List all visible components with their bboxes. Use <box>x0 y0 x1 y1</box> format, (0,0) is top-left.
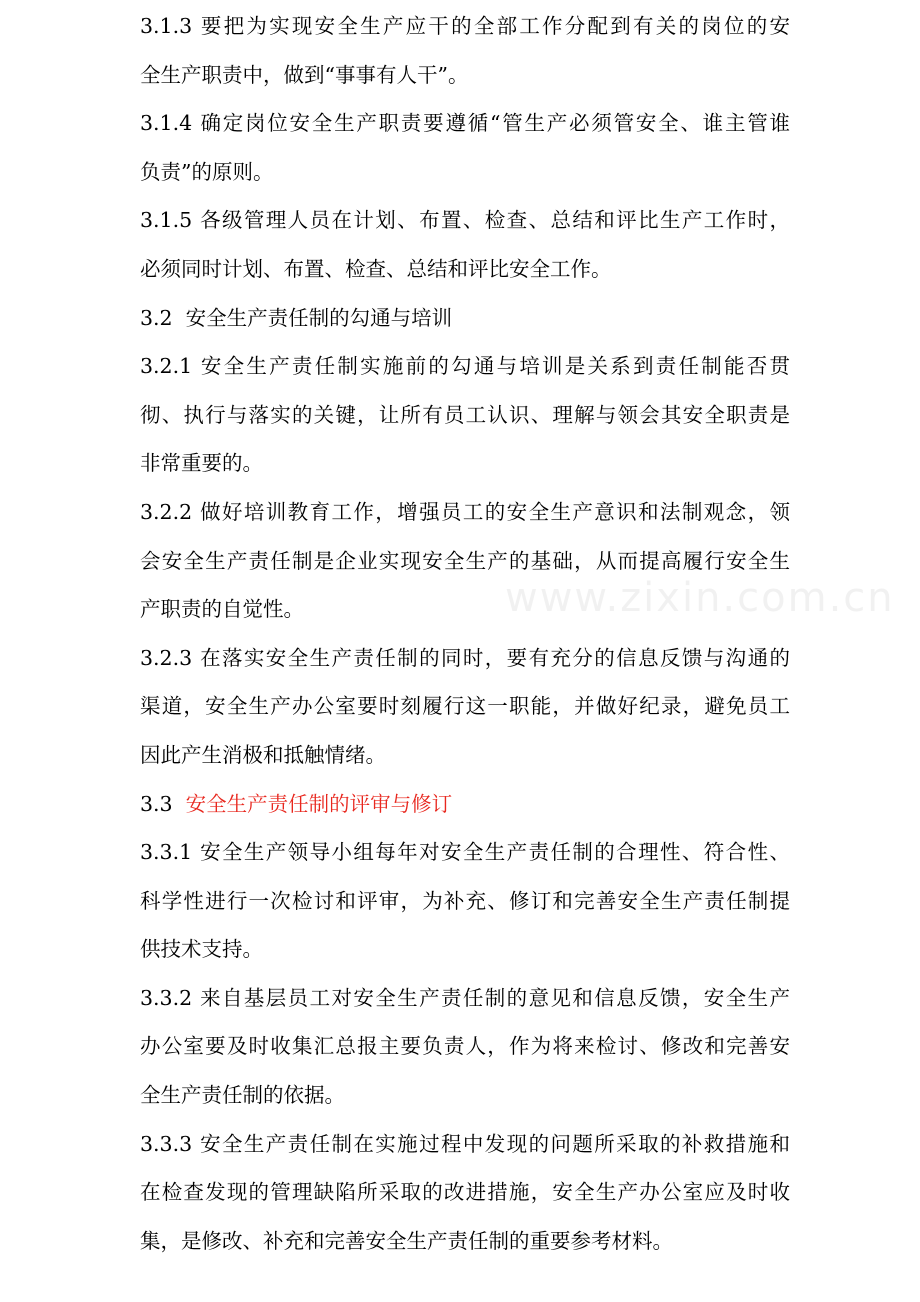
clause-3-3-3 <box>140 1120 790 1266</box>
section-heading-3-2 <box>140 294 790 343</box>
clause-3-1-3 <box>140 2 790 99</box>
clause-3-1-4 <box>140 99 790 196</box>
section-number: 3.3 <box>140 791 173 816</box>
section-number: 3.2 <box>140 305 173 330</box>
text-line: 3.3.1 安全生产领导小组每年对安全生产责任制的合理性、符合性、 <box>140 840 790 865</box>
text-line: 集，是修改、补充和完善安全生产责任制的重要参考材料。 <box>140 1228 673 1253</box>
text-line: 3.3.3 安全生产责任制在实施过程中发现的问题所采取的补救措施和 <box>140 1131 790 1156</box>
text-line: 负责”的原则。 <box>140 159 274 184</box>
text-line: 3.1.5 各级管理人员在计划、布置、检查、总结和评比生产工作时， <box>140 208 790 233</box>
text-line: 科学性进行一次检讨和评审，为补充、修订和完善安全生产责任制提 <box>140 888 790 913</box>
text-line: 产职责的自觉性。 <box>140 597 304 622</box>
text-line: 彻、执行与落实的关键，让所有员工认识、理解与领会其安全职责是 <box>140 402 790 427</box>
clause-3-2-1 <box>140 342 790 488</box>
clause-3-3-1 <box>140 828 790 974</box>
text-line: 会安全生产责任制是企业实现安全生产的基础，从而提高履行安全生 <box>140 548 790 573</box>
text-line: 3.1.4 确定岗位安全生产职责要遵循“管生产必须管安全、谁主管谁 <box>140 111 790 136</box>
clause-3-2-2 <box>140 488 790 634</box>
text-line: 非常重要的。 <box>140 451 263 476</box>
text-line: 3.2.2 做好培训教育工作，增强员工的安全生产意识和法制观念，领 <box>140 499 790 524</box>
section-title-highlighted: 安全生产责任制的评审与修订 <box>185 791 453 816</box>
section-title: 安全生产责任制的勾通与培训 <box>185 305 453 330</box>
heading-line <box>140 294 790 343</box>
text-line: 3.2.1 安全生产责任制实施前的勾通与培训是关系到责任制能否贯 <box>140 354 790 379</box>
text-line: 3.2.3 在落实安全生产责任制的同时，要有充分的信息反馈与沟通的 <box>140 645 790 670</box>
text-line: 全生产职责中，做到“事事有人干”。 <box>140 62 469 87</box>
heading-line <box>140 780 790 829</box>
clause-3-2-3 <box>140 634 790 780</box>
section-heading-3-3 <box>140 780 790 829</box>
document-body <box>140 2 790 1265</box>
text-line: 供技术支持。 <box>140 937 263 962</box>
clause-3-1-5 <box>140 196 790 293</box>
text-line: 在检查发现的管理缺陷所采取的改进措施，安全生产办公室应及时收 <box>140 1180 790 1205</box>
text-line: 办公室要及时收集汇总报主要负责人，作为将来检讨、修改和完善安 <box>140 1034 790 1059</box>
text-line: 必须同时计划、布置、检查、总结和评比安全工作。 <box>140 256 612 281</box>
watermark: www.zixin.com.cn <box>505 575 895 621</box>
text-line: 3.1.3 要把为实现安全生产应干的全部工作分配到有关的岗位的安 <box>140 14 790 38</box>
text-line: 渠道，安全生产办公室要时刻履行这一职能，并做好纪录，避免员工 <box>140 694 790 719</box>
clause-3-3-2 <box>140 974 790 1120</box>
text-line: 因此产生消极和抵触情绪。 <box>140 742 386 767</box>
text-line: 全生产责任制的依据。 <box>140 1083 345 1108</box>
text-line: 3.3.2 来自基层员工对安全生产责任制的意见和信息反馈，安全生产 <box>140 985 790 1010</box>
